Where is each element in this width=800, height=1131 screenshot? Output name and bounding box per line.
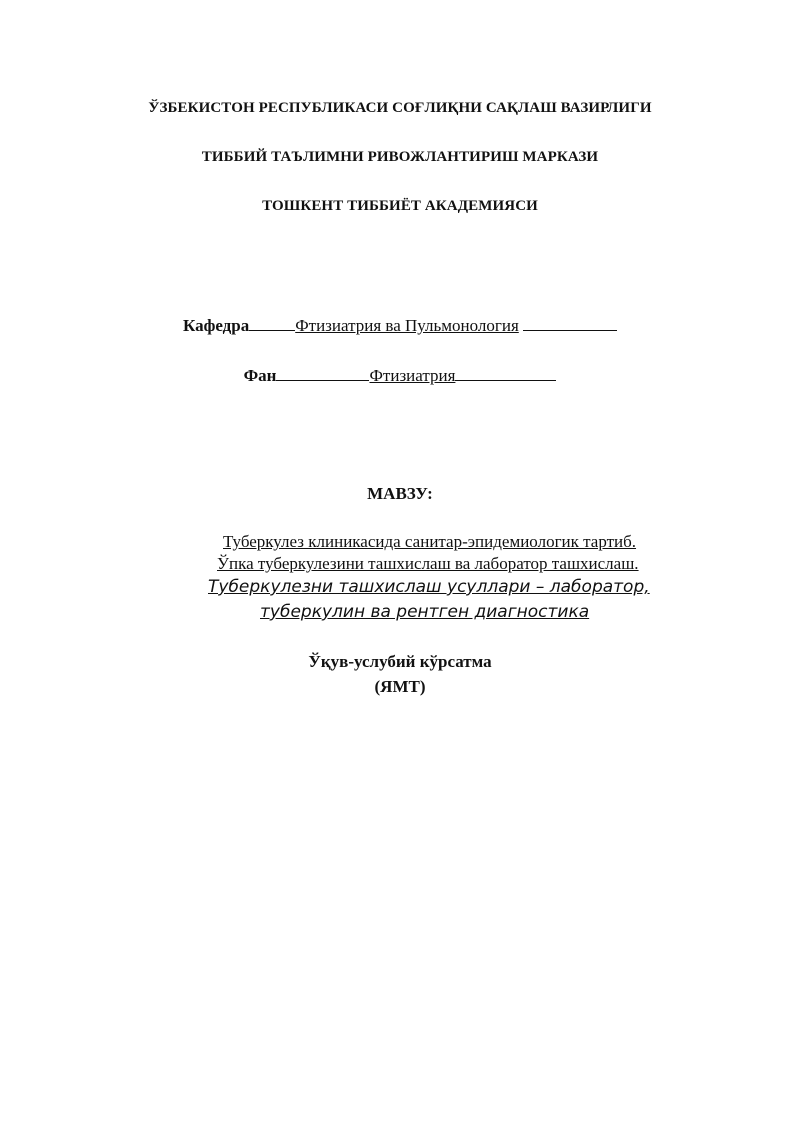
department-field (0, 316, 800, 336)
topic-heading: МАВЗУ: (367, 484, 433, 503)
topic-line-3: Туберкулезни ташхислаш усуллари – лаборатор, (208, 577, 650, 597)
ministry-heading: ЎЗБЕКИСТОН РЕСПУБЛИКАСИ СОҒЛИҚНИ САҚЛАШ ВАЗИРЛИГИ (148, 100, 652, 116)
center-heading: ТИББИЙ ТАЪЛИМНИ РИВОЖЛАНТИРИШ МАРКАЗИ (201, 149, 599, 165)
topic-line-4: туберкулин ва рентген диагностика (260, 602, 590, 622)
subject-value: Фтизиатрия (369, 366, 456, 385)
document-type-title: Ўқув-услубий кўрсатма (308, 652, 492, 671)
subject-label: Фан (243, 366, 277, 385)
subject-field (0, 366, 800, 386)
department-fill-line-end (523, 317, 617, 331)
department-fill-line (249, 317, 295, 331)
department-value: Фтизиатрия ва Пульмонология (295, 316, 519, 335)
document-type-abbreviation: (ЯМТ) (374, 677, 426, 696)
academy-heading: ТОШКЕНТ ТИББИЁТ АКАДЕМИЯСИ (262, 198, 538, 214)
topic-line-2: Ўпка туберкулезини ташхислаш ва лаборатор ташхислаш. (217, 554, 639, 573)
department-label: Кафедра (182, 316, 250, 335)
subject-fill-line-end (455, 367, 556, 381)
subject-fill-line (276, 367, 369, 381)
topic-line-1: Туберкулез клиникасида санитар-эпидемиологик тартиб. (223, 532, 637, 551)
